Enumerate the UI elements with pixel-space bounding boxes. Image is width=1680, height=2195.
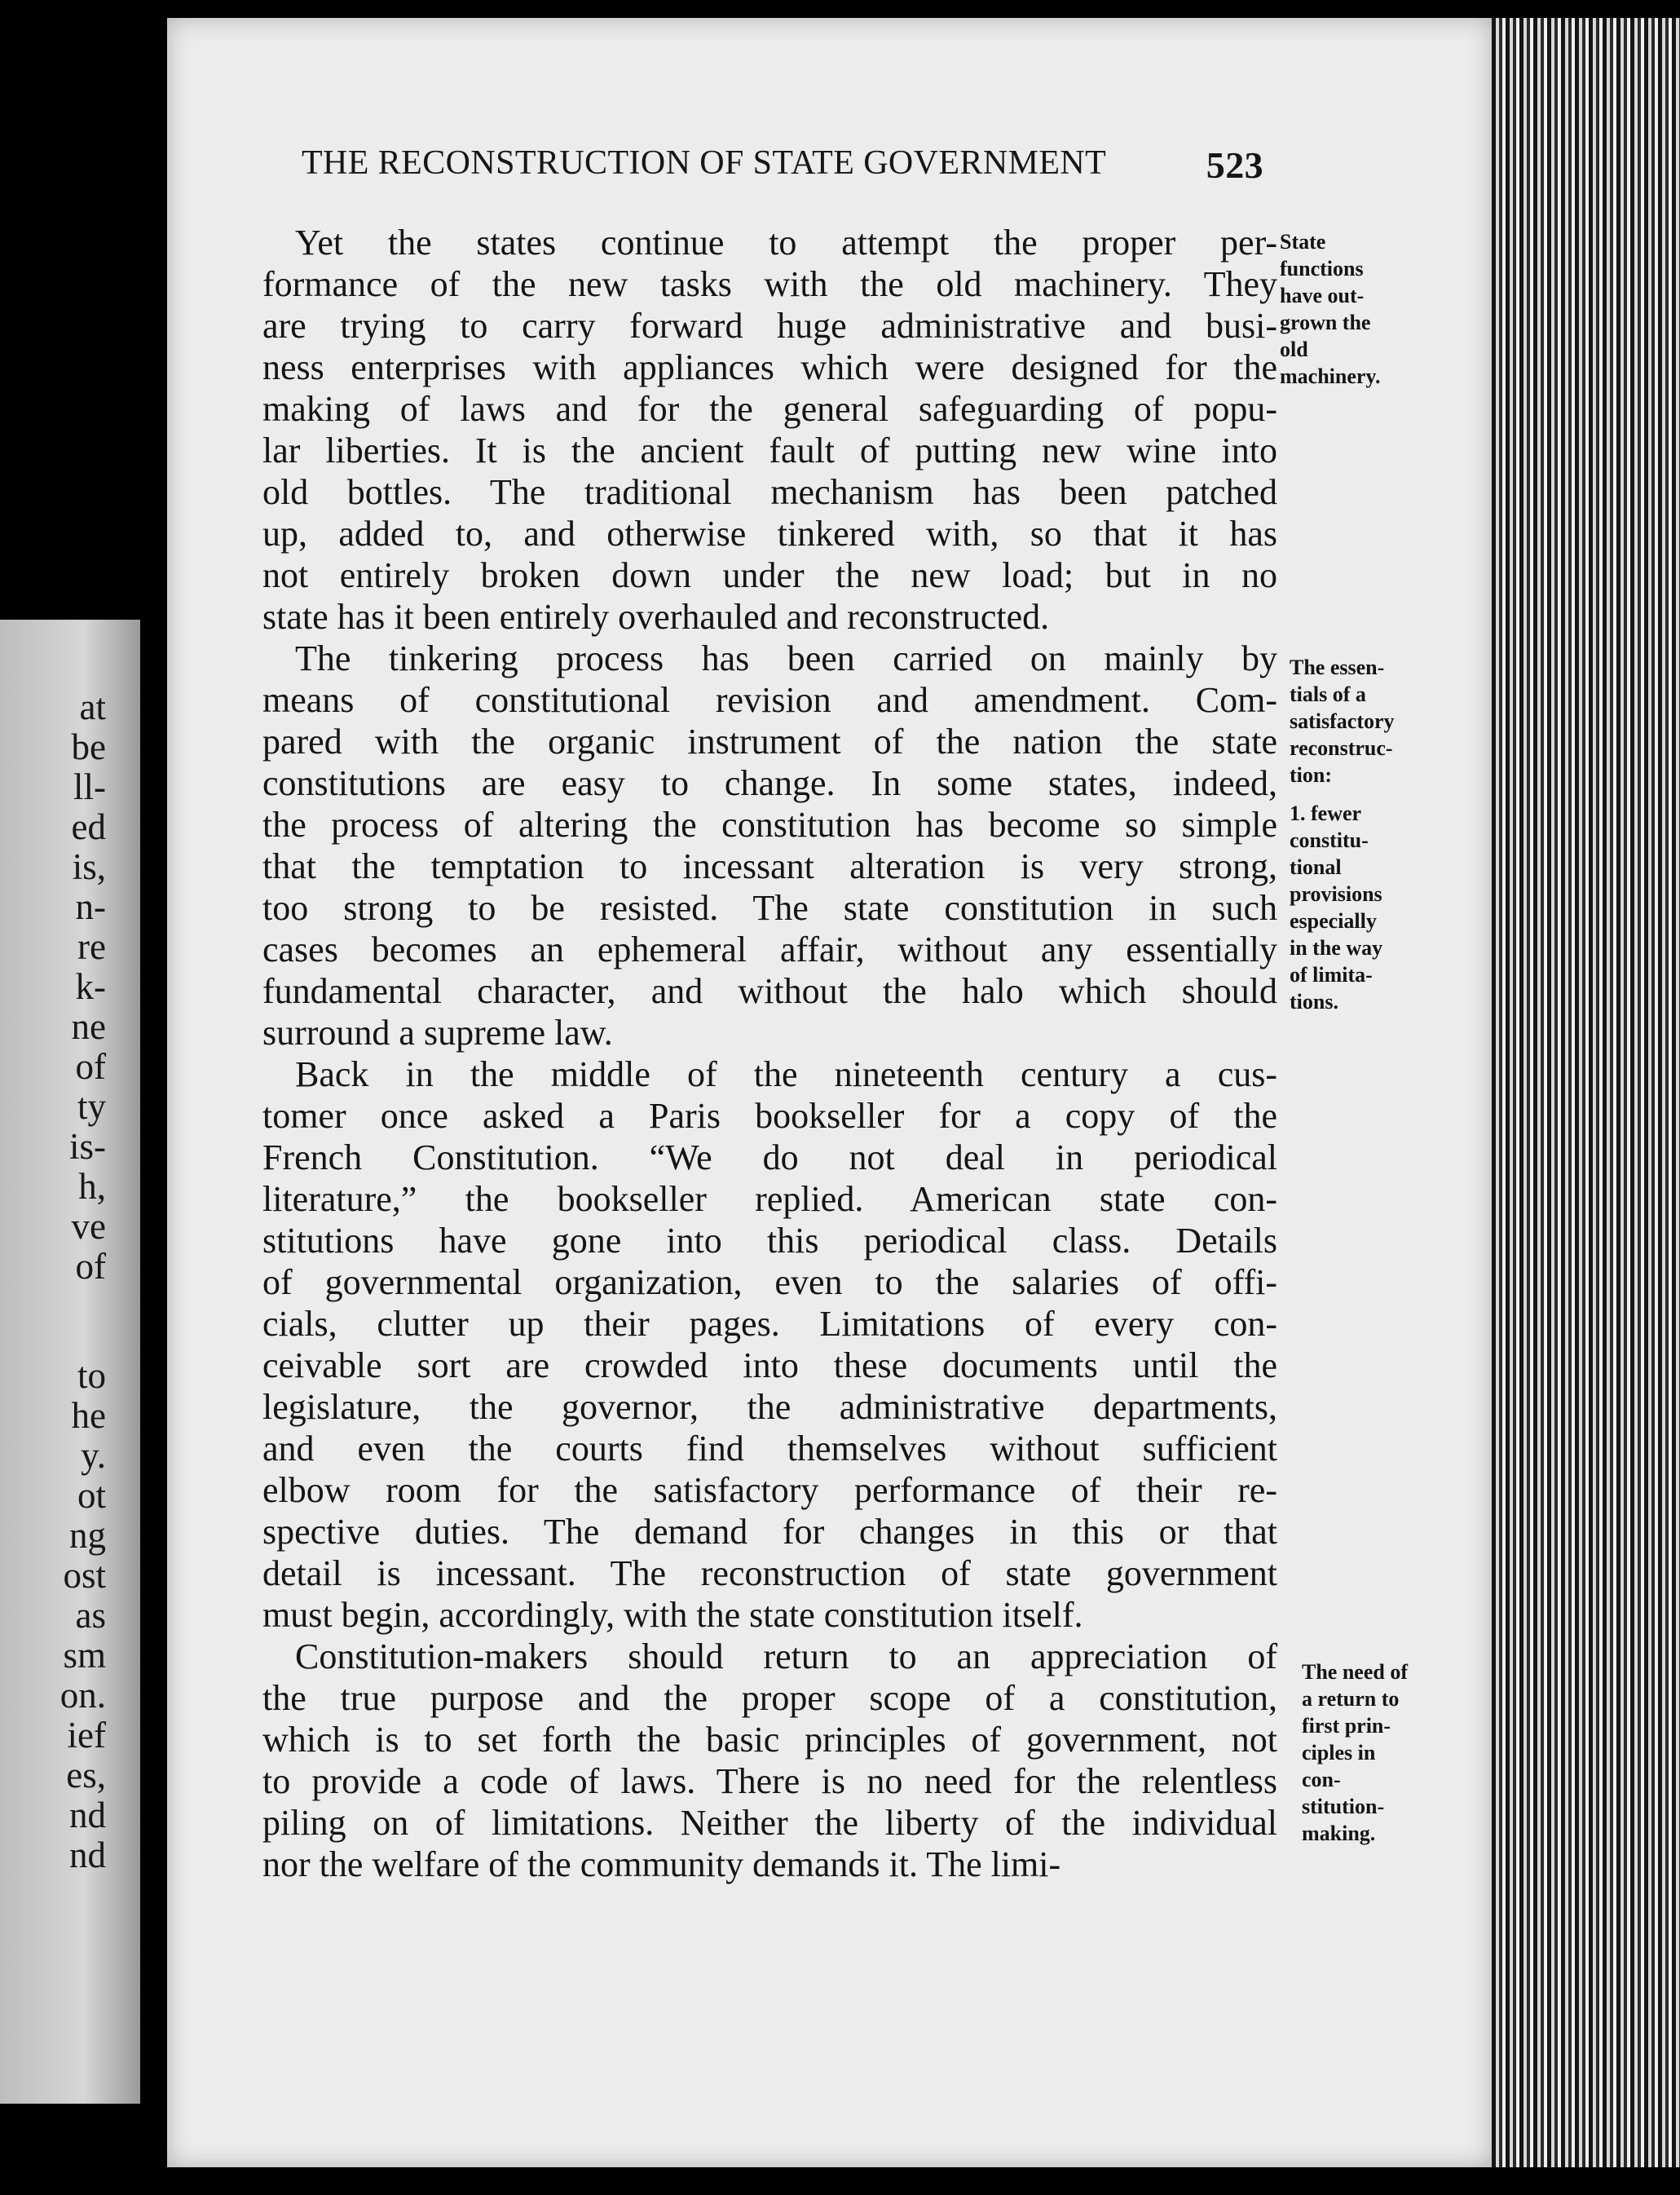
side-note-line	[1290, 788, 1436, 800]
side-note-line: 1. fewer	[1290, 802, 1362, 825]
left-page-fragment: of	[75, 1246, 106, 1287]
body-text	[262, 222, 1277, 1885]
text-line: literature,” the bookseller replied. American state con-	[262, 1179, 1277, 1219]
text-line: too strong to be resisted. The state constitution in such	[262, 888, 1277, 928]
text-line: making of laws and for the general safeguarding of popu-	[262, 389, 1277, 429]
side-note-line: a return to	[1302, 1687, 1400, 1711]
left-page-fragment: n-	[75, 886, 106, 927]
left-page-fragment: nd	[69, 1795, 106, 1835]
page-edges-stack	[1492, 18, 1680, 2167]
text-line: elbow room for the satisfactory performance of their re-	[262, 1470, 1277, 1510]
text-line: up, added to, and otherwise tinkered with, so that it has	[262, 514, 1277, 554]
text-line: pared with the organic instrument of the nation the state	[262, 722, 1277, 762]
text-line: state has it been entirely overhauled and reconstructed.	[262, 597, 1050, 637]
text-line: Back in the middle of the nineteenth century a cus-	[295, 1054, 1277, 1094]
left-page-fragment: be	[71, 727, 106, 767]
left-page-fragment: to	[77, 1355, 106, 1396]
page-number: 523	[1206, 144, 1263, 186]
left-page-fragment: sm	[63, 1635, 106, 1676]
text-line: cials, clutter up their pages. Limitations of every con-	[262, 1304, 1277, 1344]
text-line: of governmental organization, even to the salaries of offi-	[262, 1262, 1277, 1302]
side-note-line: especially	[1290, 909, 1377, 933]
text-line: old bottles. The traditional mechanism has been patched	[262, 472, 1277, 512]
left-page-fragment: ief	[67, 1715, 106, 1756]
text-line: ceivable sort are crowded into these documents until the	[262, 1345, 1277, 1385]
side-note-line: old	[1280, 338, 1308, 361]
side-note-line: first prin-	[1302, 1714, 1391, 1738]
side-note-line: ciples in	[1302, 1741, 1376, 1764]
text-line: Yet the states continue to attempt the proper per-	[295, 223, 1277, 263]
text-line: The tinkering process has been carried on mainly by	[295, 638, 1277, 678]
left-page-fragment: ne	[71, 1006, 106, 1047]
side-note-first-principles	[1302, 1658, 1449, 1847]
side-note-line: reconstruc-	[1290, 736, 1393, 760]
side-note-line: tials of a	[1290, 682, 1366, 706]
side-note-line: tional	[1290, 855, 1342, 879]
left-page-fragment: as	[75, 1595, 106, 1636]
text-line: cases becomes an ephemeral affair, without any essentially	[262, 930, 1277, 969]
text-line: detail is incessant. The reconstruction of state government	[262, 1553, 1277, 1593]
side-note-line: stitution-	[1302, 1795, 1385, 1818]
left-page-fragment: is,	[72, 846, 106, 887]
text-line: to provide a code of laws. There is no need for the relentless	[262, 1761, 1277, 1801]
left-page-fragment: k-	[75, 966, 106, 1007]
left-page-fragment: re	[77, 926, 106, 967]
text-line: the process of altering the constitution has become so simple	[262, 805, 1277, 845]
text-line: that the temptation to incessant alteration is very strong,	[262, 846, 1277, 886]
side-note-line: have out-	[1280, 284, 1365, 307]
side-note-line: machinery.	[1280, 364, 1381, 388]
paragraph	[262, 638, 1277, 1053]
left-page-fragment: ll-	[73, 766, 106, 807]
paragraph	[262, 222, 1277, 638]
text-line: lar liberties. It is the ancient fault of putting new wine into	[262, 431, 1277, 470]
side-note-line: con-	[1302, 1768, 1341, 1791]
text-line: tomer once asked a Paris bookseller for a copy of the	[262, 1096, 1277, 1136]
side-note-line: tions.	[1290, 990, 1338, 1014]
text-line: Constitution-makers should return to an appreciation of	[295, 1636, 1277, 1676]
text-line: nor the welfare of the community demands it. The limi-	[262, 1844, 1061, 1884]
left-page-fragment: at	[79, 687, 106, 727]
left-page-fragment: y.	[81, 1435, 106, 1476]
paragraph	[262, 1636, 1277, 1885]
left-page-fragment: h,	[78, 1166, 106, 1207]
side-note-essentials	[1290, 654, 1436, 1015]
text-line: surround a supreme law.	[262, 1013, 613, 1053]
text-line: and even the courts find themselves without sufficient	[262, 1429, 1277, 1468]
text-line: spective duties. The demand for changes in this or that	[262, 1512, 1277, 1552]
side-note-line: making.	[1302, 1822, 1376, 1845]
text-line: are trying to carry forward huge administrative and busi-	[262, 306, 1277, 346]
side-note-line: grown the	[1280, 311, 1371, 334]
side-note-line: satisfactory	[1290, 709, 1395, 733]
side-note-line: The essen-	[1290, 656, 1385, 679]
text-line: legislature, the governor, the administrative departments,	[262, 1387, 1277, 1427]
text-line: constitutions are easy to change. In some states, indeed,	[262, 763, 1277, 803]
left-page-fragment: nd	[69, 1835, 106, 1875]
running-head-title: THE RECONSTRUCTION OF STATE GOVERNMENT	[302, 144, 1107, 182]
left-page-fragment: on.	[60, 1675, 106, 1716]
left-page-edge	[0, 620, 140, 2104]
side-note-line: constitu-	[1290, 828, 1369, 852]
left-page-fragment: is-	[69, 1126, 106, 1167]
left-page-fragment: ty	[77, 1086, 106, 1127]
text-line: means of constitutional revision and amendment. Com-	[262, 680, 1277, 720]
side-note-line: State	[1280, 230, 1326, 254]
side-note-line: in the way	[1290, 936, 1383, 960]
side-note-line: tion:	[1290, 763, 1332, 787]
paragraph	[262, 1053, 1277, 1636]
side-note-line: The need of	[1302, 1660, 1408, 1684]
left-page-fragment: he	[71, 1395, 106, 1436]
side-note-line: of limita-	[1290, 963, 1373, 987]
text-line: ness enterprises with appliances which were designed for the	[262, 347, 1277, 387]
left-page-fragment: of	[75, 1046, 106, 1087]
side-note-line: provisions	[1290, 882, 1382, 906]
text-line: which is to set forth the basic principles of government, not	[262, 1720, 1277, 1760]
text-line: the true purpose and the proper scope of a constitution,	[262, 1678, 1277, 1718]
left-page-fragment: ng	[69, 1515, 106, 1556]
left-page-fragment: es,	[66, 1755, 106, 1795]
text-line: must begin, accordingly, with the state constitution itself.	[262, 1595, 1083, 1635]
left-page-fragment: ed	[71, 806, 106, 847]
text-line: not entirely broken down under the new load; but in no	[262, 555, 1277, 595]
text-line: formance of the new tasks with the old machinery. They	[262, 264, 1277, 304]
left-page-fragment: ot	[77, 1475, 106, 1516]
left-page-fragment: ost	[63, 1555, 106, 1596]
text-line: fundamental character, and without the halo which should	[262, 971, 1277, 1011]
side-note-line: functions	[1280, 257, 1364, 280]
text-line: French Constitution. “We do not deal in periodical	[262, 1137, 1277, 1177]
side-note-state-functions	[1280, 228, 1426, 390]
left-page-fragment: ve	[71, 1206, 106, 1247]
text-line: stitutions have gone into this periodical class. Details	[262, 1221, 1277, 1261]
text-line: piling on of limitations. Neither the liberty of the individual	[262, 1803, 1277, 1843]
